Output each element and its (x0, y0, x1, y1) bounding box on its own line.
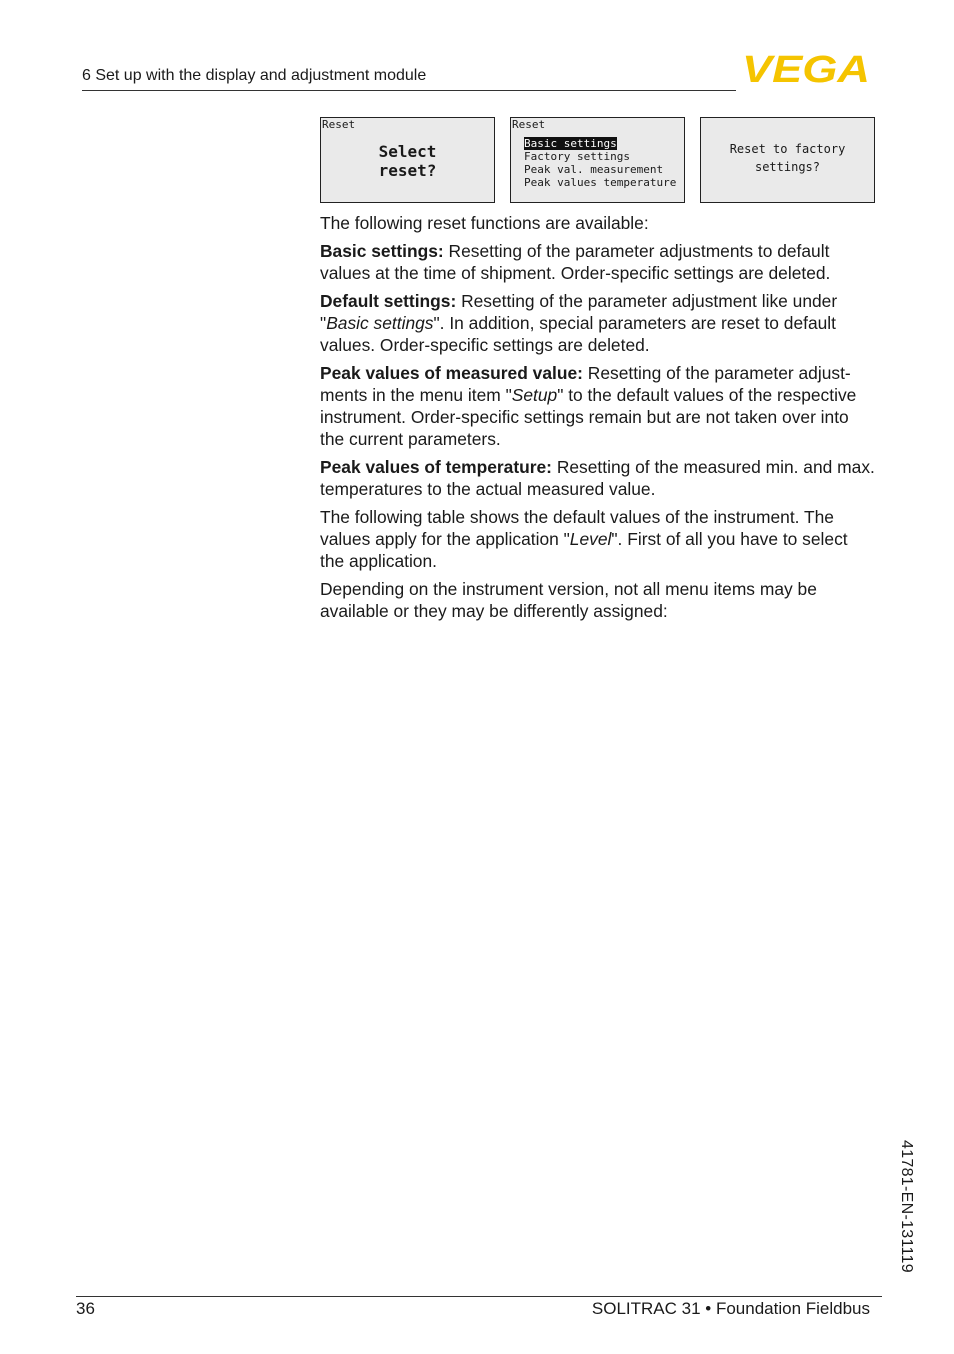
reset-menu-list (524, 137, 676, 189)
vega-logo (742, 52, 872, 84)
menu-item-factory-settings[interactable]: Factory settings (524, 150, 630, 163)
basic-settings-paragraph: Basic settings: Resetting of the parameter adjustments to default values at the time of shipment. Order-specific settings are deleted. (320, 241, 831, 283)
confirm-line-2: settings? (754, 160, 821, 174)
screen-title: Reset (512, 118, 546, 131)
document-code: 41781-EN-131119 (898, 1140, 915, 1273)
confirm-message (701, 140, 874, 176)
screen-prompt (321, 142, 494, 180)
header-rule (82, 90, 736, 91)
peak-temperature-paragraph: Peak values of temperature: Resetting of the measured min. and max. temperatures to the actual measured value. (320, 457, 875, 499)
depending-paragraph: Depending on the instrument version, not all menu items may be available or they may be differently assigned: (320, 579, 817, 621)
footer-rule (76, 1296, 882, 1297)
display-reset-menu (510, 117, 685, 203)
default-table-paragraph: The following table shows the default values of the instrument. The values apply for the application "Level". First of all you have to select the application. (320, 507, 848, 571)
logo-wordmark: VEGA (742, 52, 870, 84)
body-text (320, 212, 876, 628)
intro-paragraph: The following reset functions are available: (320, 213, 649, 233)
prompt-line-1: Select (378, 142, 437, 161)
prompt-line-2: reset? (378, 161, 437, 180)
display-reset-confirm (700, 117, 875, 203)
menu-item-peak-temperature[interactable]: Peak values temperature (524, 176, 677, 189)
confirm-line-1: Reset to factory (729, 142, 846, 156)
screen-title: Reset (322, 118, 356, 131)
footer-title: SOLITRAC 31 • Foundation Fieldbus (591, 1299, 870, 1318)
header-section-title: 6 Set up with the display and adjustment module (82, 67, 427, 84)
display-select-reset (320, 117, 495, 203)
page-number: 36 (76, 1299, 95, 1318)
default-settings-paragraph: Default settings: Resetting of the parameter adjustment like under "Basic settings". In addition, special parameters are reset to default values. Order-specific settings are deleted. (320, 291, 838, 355)
peak-measured-paragraph: Peak values of measured value: Resetting of the parameter adjustments in the menu item "Setup" to the default values of the respective instrument. Order-specific settings remain but are not taken over into the current parameters. (320, 363, 857, 449)
menu-item-basic-settings[interactable]: Basic settings (524, 137, 617, 150)
menu-item-peak-measurement[interactable]: Peak val. measurement (524, 163, 664, 176)
